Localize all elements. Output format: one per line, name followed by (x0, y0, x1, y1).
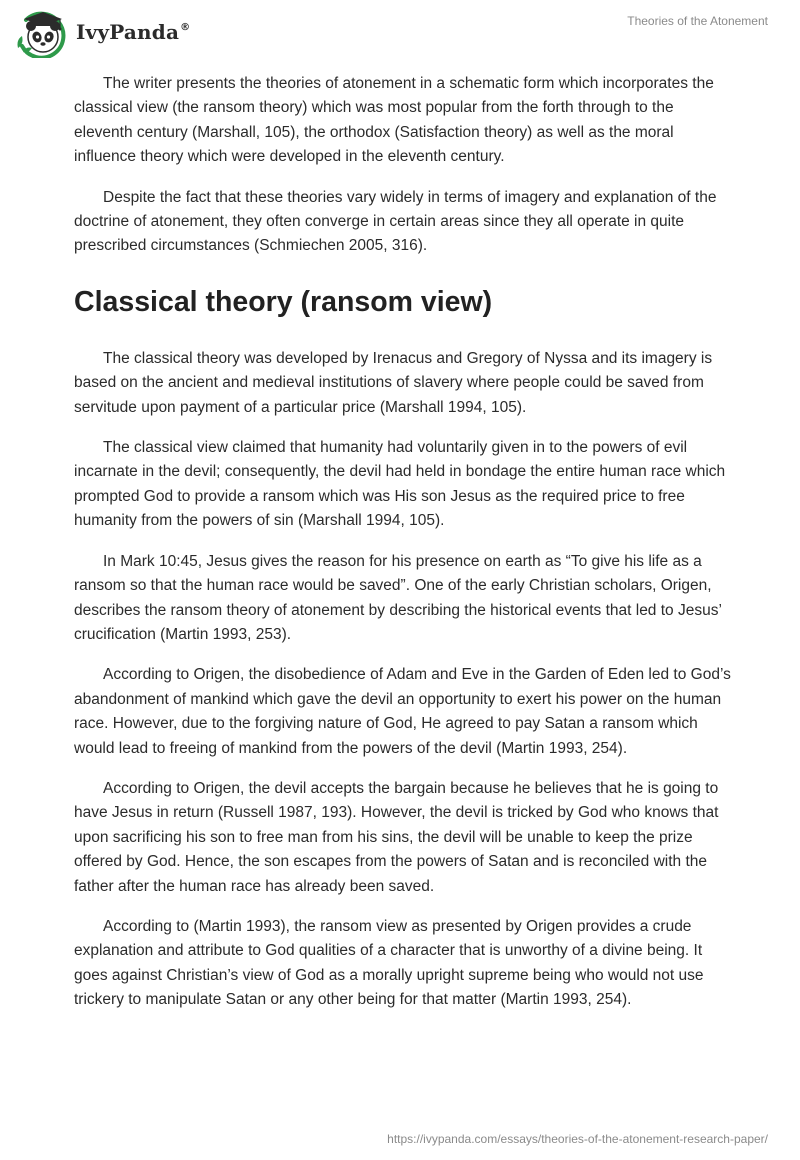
logo-wordmark (76, 20, 190, 44)
section-paragraph: In Mark 10:45, Jesus gives the reason for his presence on earth as “To give his life as a ransom so that the human race would be saved”. One of the early Christian scholars, Origen, describes the ransom theory of atonement by describing the historical events that led to Jesus’ crucification (Martin 1993, 253). (74, 552, 722, 643)
section-paragraph: The classical view claimed that humanity had voluntarily given in to the powers of evil incarnate in the devil; consequently, the devil had held in bondage the entire human race which prompted God to provide a ransom which was His son Jesus as the required price to free humanity from the powers of sin (Marshall 1994, 105). (74, 439, 726, 530)
section-paragraph: According to Origen, the devil accepts the bargain because he believes that he is going to have Jesus in return (Russell 1987, 193). However, the devil is tricked by God who knows that upon sacrificing his son to free man from his sins, the devil will be unable to keep the prize offered by God. Hence, the son escapes from the powers of Satan and is reconciled with the father after the human race has already been saved. (74, 779, 719, 895)
document-title: Theories of the Atonement (627, 14, 768, 28)
ivypanda-logo[interactable] (14, 8, 190, 58)
essay-content (74, 72, 734, 1029)
page-header (0, 0, 800, 66)
section-paragraph: According to Origen, the disobedience of Adam and Eve in the Garden of Eden led to God’s abandonment of mankind which gave the devil an opportunity to exert his power on the human race. However, due to the forgiving nature of God, He agreed to pay Satan a ransom which would lead to freeing of mankind from the powers of the devil (Martin 1993, 254). (74, 666, 731, 757)
section-paragraph: According to (Martin 1993), the ransom view as presented by Origen provides a crude explanation and attribute to God qualities of a character that is unworthy of a divine being. It goes against Christian’s view of God as a morally upright supreme being who would not use trickery to manipulate Satan or any other being for that matter (Martin 1993, 254). (74, 917, 704, 1009)
section-heading: Classical theory (ransom view) (74, 285, 493, 318)
source-url[interactable]: https://ivypanda.com/essays/theories-of-the-atonement-research-paper/ (387, 1132, 768, 1146)
registered-mark: ® (180, 22, 191, 33)
intro-paragraph: Despite the fact that these theories vary widely in terms of imagery and explanation of the doctrine of atonement, they often converge in certain areas since they all operate in quite prescribed circumstances (Schmiechen 2005, 316). (74, 188, 717, 255)
panda-logo-icon (14, 8, 70, 58)
intro-paragraph: The writer presents the theories of atonement in a schematic form which incorporates the classical view (the ransom theory) which was most popular from the forth through to the eleventh century (Marshall, 105), the orthodox (Satisfaction theory) as well as the moral influence theory which were developed in the eleventh century. (74, 75, 714, 166)
section-paragraph: The classical theory was developed by Irenacus and Gregory of Nyssa and its imagery is based on the ancient and medieval institutions of slavery where people could be saved from servitude upon payment of a particular price (Marshall 1994, 105). (74, 349, 713, 416)
brand-name: IvyPanda (76, 20, 180, 44)
